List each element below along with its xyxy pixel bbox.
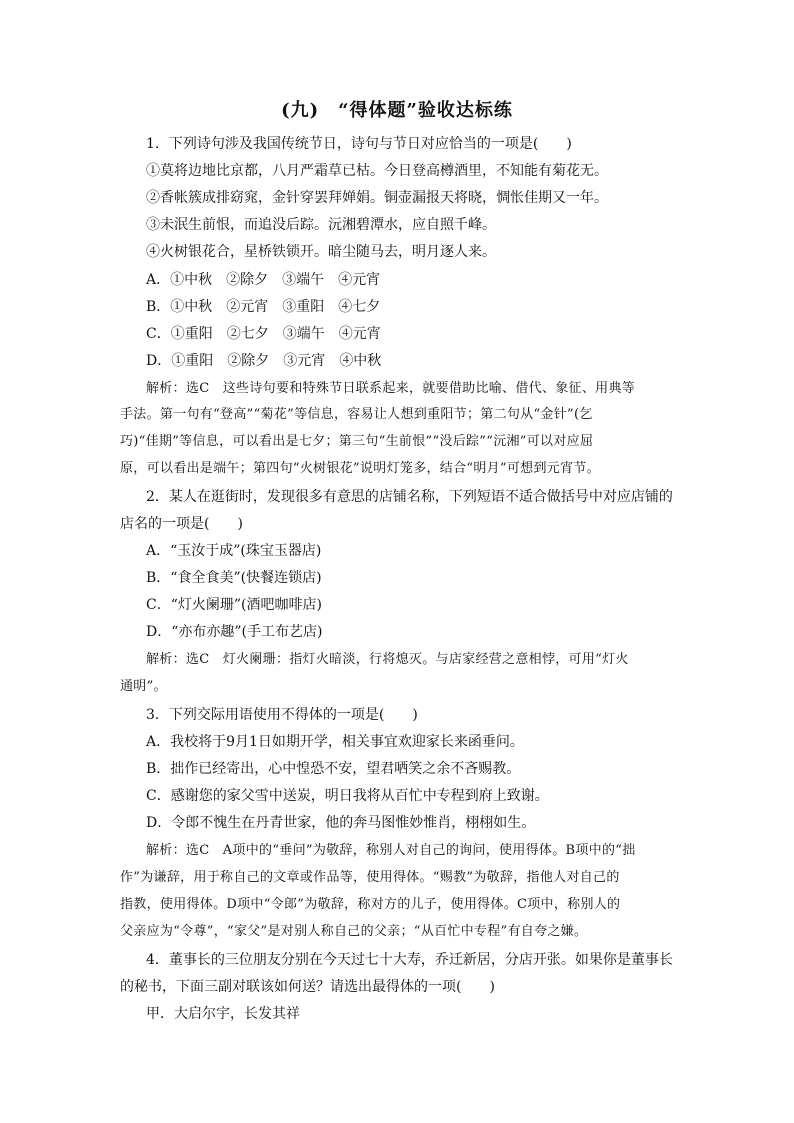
question-3-analysis-line: 父亲应为“令尊”，“家父”是对别人称自己的父亲；“从百忙中专程”有自夸之嫌。: [120, 924, 588, 939]
question-2-option-a: A．“玉汝于成”(珠宝玉器店): [146, 543, 322, 559]
question-1-option-b: B．①中秋 ②元宵 ③重阳 ④七夕: [146, 299, 381, 315]
page-title: (九) “得体题”验收达标练: [281, 100, 513, 121]
question-1-analysis-line: 巧)“佳期”等信息，可以看出是七夕；第三句“生前恨”“没后踪”“沅湘”可以对应屈: [120, 434, 594, 449]
question-4-couplet-jia: 甲．大启尔宇，长发其祥: [146, 1006, 300, 1022]
question-1-analysis-line: 解析：选C 这些诗句要和特殊节日联系起来，就要借助比喻、借代、象征、用典等: [146, 381, 636, 396]
question-3-analysis-line: 指教，使用得体。D项中“令郎”为敬辞，称对方的儿子，使用得体。C项中，称别人的: [120, 897, 621, 912]
question-2-stem: 2．某人在逛街时，发现很多有意思的店铺名称，下列短语不适合做括号中对应店铺的: [146, 489, 673, 505]
question-2-analysis-line: 通明”。: [120, 679, 167, 694]
question-1-option-a: A．①中秋 ②除夕 ③端午 ④元宵: [146, 272, 381, 288]
question-3-analysis-line: 解析：选C A项中的“垂问”为敬辞，称别人对自己的询问，使用得体。B项中的“拙: [146, 843, 636, 858]
question-1-poem-4: ④火树银花合，星桥铁锁开。暗尘随马去，明月逐人来。: [146, 244, 496, 260]
question-3-option-b: B．拙作已经寄出，心中惶恐不安，望君哂笑之余不吝赐教。: [146, 761, 521, 777]
question-1-poem-3: ③未泯生前恨，而追没后踪。沅湘碧潭水，应自照千峰。: [146, 217, 496, 233]
question-4-stem: 4．董事长的三位朋友分别在今天过七十大寿，乔迁新居，分店开张。如果你是董事长: [146, 952, 673, 968]
question-1-option-c: C．①重阳 ②七夕 ③端午 ④元宵: [146, 326, 381, 342]
question-1-analysis-line: 手法。第一句有“登高”“菊花”等信息，容易让人想到重阳节；第二句从“金针”(乞: [120, 407, 593, 422]
question-1-analysis-line: 原，可以看出是端午；第四句“火树银花”说明灯笼多，结合“明月”可想到元宵节。: [120, 461, 600, 476]
question-2-option-c: C．“灯火阑珊”(酒吧咖啡店): [146, 597, 322, 613]
question-4-stem-cont: 的秘书，下面三副对联该如何送？请选出最得体的一项( ): [120, 979, 495, 995]
question-2-analysis-line: 解析：选C 灯火阑珊：指灯火暗淡，行将熄灭。与店家经营之意相悖，可用“灯火: [146, 652, 629, 667]
question-2-stem-cont: 店名的一项是( ): [120, 516, 243, 532]
question-1-poem-2: ②香帐簇成排窈窕，金针穿罢拜婵娟。铜壶漏报天将晓，惆怅佳期又一年。: [146, 190, 608, 206]
question-3-option-d: D．令郎不愧生在丹青世家，他的奔马图惟妙惟肖，栩栩如生。: [146, 815, 536, 831]
question-1-option-d: D．①重阳 ②除夕 ③元宵 ④中秋: [146, 353, 382, 369]
question-1-poem-1: ①莫将边地比京都，八月严霜草已枯。今日登高樽酒里，不知能有菊花无。: [146, 163, 608, 179]
question-3-option-c: C．感谢您的家父雪中送炭，明日我将从百忙中专程到府上致谢。: [146, 788, 549, 804]
question-2-option-d: D．“亦布亦趣”(手工布艺店): [146, 624, 323, 640]
question-3-option-a: A．我校将于9月1日如期开学，相关事宜欢迎家长来函垂问。: [146, 734, 524, 750]
question-2-option-b: B．“食全食美”(快餐连锁店): [146, 570, 322, 586]
question-1-stem: 1．下列诗句涉及我国传统节日，诗句与节日对应恰当的一项是( ): [146, 136, 572, 152]
question-3-analysis-line: 作”为谦辞，用于称自己的文章或作品等，使用得体。“赐教”为敬辞，指他人对自己的: [120, 870, 620, 885]
question-3-stem: 3．下列交际用语使用不得体的一项是( ): [146, 707, 418, 723]
